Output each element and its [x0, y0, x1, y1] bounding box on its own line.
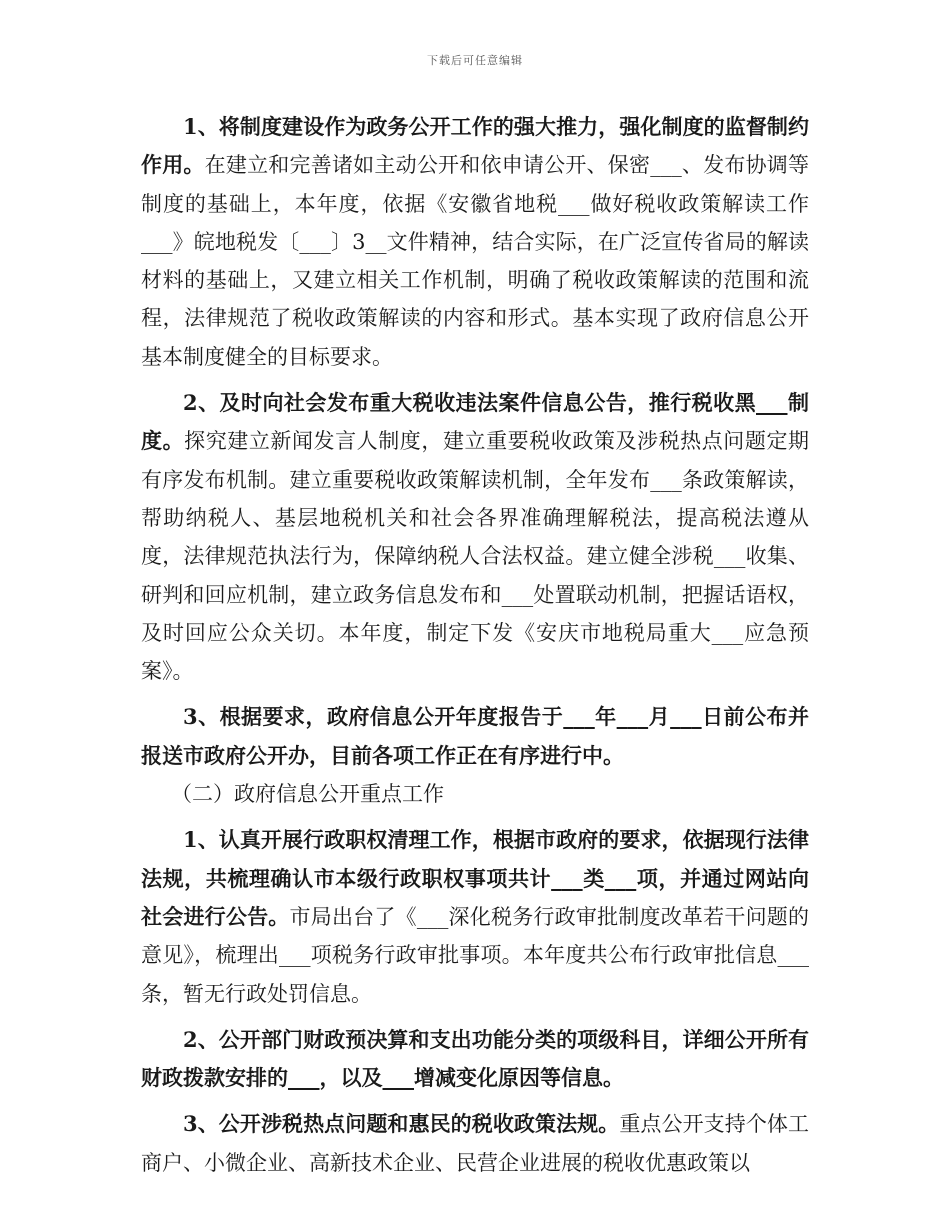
- paragraph-2-heading: 2、及时向社会发布重大税收违法案件信息公告，推行税收黑___制度。: [141, 390, 809, 454]
- paragraph-1: [141, 108, 809, 376]
- document-body: [141, 108, 809, 1182]
- paragraph-1-text: 在建立和完善诸如主动公开和依申请公开、保密___、发布协调等制度的基础上，本年度，依据《安徽省地税___做好税收政策解读工作___》皖地税发〔___〕3__文件精神，结合实际，在广泛宣传省局的解读材料的基础上，又建立相关工作机制，明确了税收政策解读的范围和流程，法律规范了税收政策解读的内容和形式。基本实现了政府信息公开基本制度健全的目标要求。: [141, 153, 810, 369]
- paragraph-3-heading: 3、根据要求，政府信息公开年度报告于___年___月___日前公布并报送市政府公开办，目前各项工作正在有序进行中。: [141, 704, 809, 768]
- paragraph-6-heading: 3、公开涉税热点问题和惠民的税收政策法规。: [183, 1111, 620, 1137]
- section-heading: [141, 775, 809, 813]
- paragraph-1-heading: 1、将制度建设作为政务公开工作的强大推力，强化制度的监督制约作用。: [141, 114, 809, 178]
- paragraph-4: [141, 821, 809, 1012]
- paragraph-3: [141, 698, 809, 775]
- paragraph-4-text: 市局出台了《___深化税务行政审批制度改革若干问题的意见》，梳理出___项税务行政审批事项。本年度共公布行政审批信息___条，暂无行政处罚信息。: [141, 904, 810, 1006]
- paragraph-6-text: 重点公开支持个体工商户、小微企业、高新技术企业、民营企业进展的税收优惠政策以: [141, 1112, 809, 1175]
- section-heading-text: （二）政府信息公开重点工作: [171, 782, 444, 807]
- paragraph-5: [141, 1021, 809, 1098]
- paragraph-5-heading: 2、公开部门财政预决算和支出功能分类的项级科目，详细公开所有财政拨款安排的___，以及___增减变化原因等信息。: [141, 1026, 809, 1091]
- paragraph-2: [141, 384, 809, 690]
- page-header: 下载后可任意编辑: [427, 54, 523, 67]
- paragraph-2-text: 探究建立新闻发言人制度，建立重要税收政策及涉税热点问题定期有序发布机制。建立重要税收政策解读机制，全年发布___条政策解读，帮助纳税人、基层地税机关和社会各界准确理解税法，提高税法遵从度，法律规范执法行为，保障纳税人合法权益。建立健全涉税___收集、研判和回应机制，建立政务信息发布和___处置联动机制，把握话语权，及时回应公众关切。本年度，制定下发《安庆市地税局重大___应急预案》。: [141, 429, 810, 684]
- paragraph-4-heading: 1、认真开展行政职权清理工作，根据市政府的要求，依据现行法律法规，共梳理确认市本级行政职权事项共计___类___项，并通过网站向社会进行公告。: [141, 827, 809, 929]
- paragraph-6: [141, 1105, 809, 1182]
